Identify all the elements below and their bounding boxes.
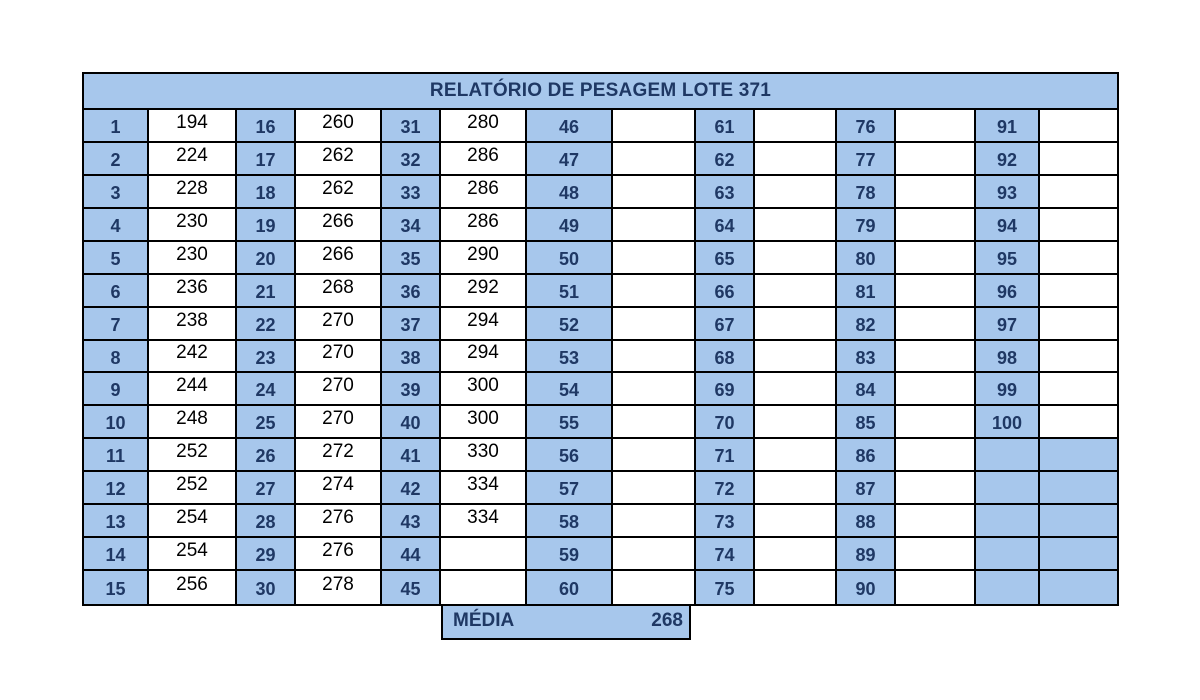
animal-number-cell: 80: [837, 242, 896, 275]
weight-value-cell: 194: [149, 110, 237, 143]
animal-number-cell: 39: [382, 373, 441, 406]
animal-number-cell: 78: [837, 176, 896, 209]
weight-value-cell: 276: [296, 505, 382, 538]
weight-value-cell: [896, 472, 976, 505]
weight-value-cell: [1040, 472, 1117, 505]
animal-number-cell: 74: [696, 538, 755, 571]
weight-value-cell: 252: [149, 472, 237, 505]
weight-value-cell: [755, 242, 837, 275]
animal-number-cell: 90: [837, 571, 896, 604]
weight-value-cell: 270: [296, 406, 382, 439]
weight-value-cell: 254: [149, 538, 237, 571]
weight-value-cell: [896, 341, 976, 373]
animal-number-cell: 15: [84, 571, 149, 604]
animal-number-cell: 31: [382, 110, 441, 143]
animal-number-cell: 46: [527, 110, 613, 143]
weight-value-cell: [613, 341, 696, 373]
weight-value-cell: 254: [149, 505, 237, 538]
weight-value-cell: [613, 505, 696, 538]
weight-value-cell: [896, 505, 976, 538]
animal-number-cell: 100: [976, 406, 1040, 439]
weight-value-cell: [896, 538, 976, 571]
weight-value-cell: [896, 110, 976, 143]
animal-number-cell: 72: [696, 472, 755, 505]
weight-value-cell: 280: [441, 110, 527, 143]
animal-number-cell: 25: [237, 406, 296, 439]
weight-value-cell: [613, 308, 696, 341]
animal-number-cell: 52: [527, 308, 613, 341]
weight-value-cell: 262: [296, 143, 382, 176]
weight-value-cell: [896, 209, 976, 242]
animal-number-cell: 55: [527, 406, 613, 439]
weight-value-cell: [1040, 373, 1117, 406]
weight-value-cell: [755, 341, 837, 373]
report-title: RELATÓRIO DE PESAGEM LOTE 371: [84, 74, 1117, 110]
weight-value-cell: [1040, 538, 1117, 571]
weight-value-cell: [755, 472, 837, 505]
animal-number-cell: 50: [527, 242, 613, 275]
weight-value-cell: 230: [149, 209, 237, 242]
weight-value-cell: [1040, 439, 1117, 472]
animal-number-cell: 65: [696, 242, 755, 275]
weight-value-cell: 294: [441, 341, 527, 373]
animal-number-cell: 98: [976, 341, 1040, 373]
weight-value-cell: [896, 373, 976, 406]
animal-number-cell: 38: [382, 341, 441, 373]
animal-number-cell: 59: [527, 538, 613, 571]
weight-value-cell: [755, 538, 837, 571]
weight-value-cell: [613, 110, 696, 143]
weight-value-cell: 270: [296, 373, 382, 406]
weight-value-cell: [755, 406, 837, 439]
animal-number-cell: 37: [382, 308, 441, 341]
weight-value-cell: [755, 373, 837, 406]
animal-number-cell: 28: [237, 505, 296, 538]
animal-number-cell: 40: [382, 406, 441, 439]
animal-number-cell: 51: [527, 275, 613, 308]
animal-number-cell: 5: [84, 242, 149, 275]
weight-value-cell: [1040, 143, 1117, 176]
animal-number-cell: 9: [84, 373, 149, 406]
weight-value-cell: 334: [441, 505, 527, 538]
animal-number-cell: 86: [837, 439, 896, 472]
weight-value-cell: [896, 406, 976, 439]
animal-number-cell: 85: [837, 406, 896, 439]
weight-value-cell: [1040, 505, 1117, 538]
weight-value-cell: 266: [296, 242, 382, 275]
animal-number-cell: 95: [976, 242, 1040, 275]
animal-number-cell: 48: [527, 176, 613, 209]
animal-number-cell: 27: [237, 472, 296, 505]
animal-number-cell: 68: [696, 341, 755, 373]
animal-number-cell: 43: [382, 505, 441, 538]
weight-value-cell: [613, 242, 696, 275]
animal-number-cell: 19: [237, 209, 296, 242]
weight-value-cell: [613, 209, 696, 242]
average-label: MÉDIA: [453, 610, 515, 631]
animal-number-cell: 44: [382, 538, 441, 571]
weight-value-cell: 334: [441, 472, 527, 505]
animal-number-cell: 34: [382, 209, 441, 242]
animal-number-cell: 56: [527, 439, 613, 472]
weight-value-cell: 270: [296, 308, 382, 341]
weight-value-cell: 300: [441, 373, 527, 406]
animal-number-cell: 99: [976, 373, 1040, 406]
weight-value-cell: [613, 571, 696, 604]
weight-value-cell: [441, 571, 527, 604]
animal-number-cell: 81: [837, 275, 896, 308]
animal-number-cell: 10: [84, 406, 149, 439]
animal-number-cell: 91: [976, 110, 1040, 143]
animal-number-cell: 77: [837, 143, 896, 176]
animal-number-cell: 84: [837, 373, 896, 406]
weight-value-cell: [1040, 176, 1117, 209]
animal-number-cell: 70: [696, 406, 755, 439]
weight-value-cell: [755, 308, 837, 341]
weight-value-cell: [755, 505, 837, 538]
animal-number-cell: 61: [696, 110, 755, 143]
weight-value-cell: [613, 406, 696, 439]
animal-number-cell: 24: [237, 373, 296, 406]
weight-value-cell: [896, 242, 976, 275]
weight-value-cell: [1040, 406, 1117, 439]
animal-number-cell: 83: [837, 341, 896, 373]
weight-value-cell: [896, 571, 976, 604]
weight-value-cell: 278: [296, 571, 382, 604]
animal-number-cell: 58: [527, 505, 613, 538]
animal-number-cell: 76: [837, 110, 896, 143]
animal-number-cell: 93: [976, 176, 1040, 209]
weight-value-cell: 268: [296, 275, 382, 308]
weight-value-cell: [1040, 110, 1117, 143]
animal-number-cell: [976, 538, 1040, 571]
weight-value-cell: [755, 571, 837, 604]
animal-number-cell: 30: [237, 571, 296, 604]
weight-value-cell: 286: [441, 209, 527, 242]
animal-number-cell: 41: [382, 439, 441, 472]
animal-number-cell: 49: [527, 209, 613, 242]
animal-number-cell: 3: [84, 176, 149, 209]
animal-number-cell: 60: [527, 571, 613, 604]
weight-value-cell: 236: [149, 275, 237, 308]
animal-number-cell: 63: [696, 176, 755, 209]
animal-number-cell: 92: [976, 143, 1040, 176]
weight-value-cell: 248: [149, 406, 237, 439]
weight-value-cell: 270: [296, 341, 382, 373]
weight-value-cell: [1040, 308, 1117, 341]
animal-number-cell: 21: [237, 275, 296, 308]
weight-value-cell: [441, 538, 527, 571]
weight-value-cell: 330: [441, 439, 527, 472]
weight-value-cell: [613, 472, 696, 505]
animal-number-cell: [976, 472, 1040, 505]
animal-number-cell: 33: [382, 176, 441, 209]
animal-number-cell: 1: [84, 110, 149, 143]
animal-number-cell: 69: [696, 373, 755, 406]
animal-number-cell: 88: [837, 505, 896, 538]
animal-number-cell: 23: [237, 341, 296, 373]
animal-number-cell: 2: [84, 143, 149, 176]
weight-value-cell: [896, 143, 976, 176]
weight-value-cell: 286: [441, 176, 527, 209]
weighing-grid: [84, 110, 1117, 604]
weight-value-cell: 286: [441, 143, 527, 176]
weight-value-cell: [613, 143, 696, 176]
weight-value-cell: [755, 176, 837, 209]
animal-number-cell: 17: [237, 143, 296, 176]
weight-value-cell: [755, 209, 837, 242]
animal-number-cell: 18: [237, 176, 296, 209]
weight-value-cell: [1040, 571, 1117, 604]
animal-number-cell: 20: [237, 242, 296, 275]
weight-value-cell: 292: [441, 275, 527, 308]
animal-number-cell: 87: [837, 472, 896, 505]
animal-number-cell: 82: [837, 308, 896, 341]
weight-value-cell: 266: [296, 209, 382, 242]
animal-number-cell: 29: [237, 538, 296, 571]
weight-value-cell: [1040, 341, 1117, 373]
weight-value-cell: 290: [441, 242, 527, 275]
animal-number-cell: 67: [696, 308, 755, 341]
animal-number-cell: 6: [84, 275, 149, 308]
animal-number-cell: 47: [527, 143, 613, 176]
weight-value-cell: [613, 176, 696, 209]
animal-number-cell: 13: [84, 505, 149, 538]
weight-value-cell: [896, 275, 976, 308]
animal-number-cell: 96: [976, 275, 1040, 308]
weight-value-cell: 274: [296, 472, 382, 505]
weight-value-cell: 256: [149, 571, 237, 604]
weight-value-cell: [613, 373, 696, 406]
weight-value-cell: 224: [149, 143, 237, 176]
animal-number-cell: 62: [696, 143, 755, 176]
animal-number-cell: 32: [382, 143, 441, 176]
weight-value-cell: [755, 275, 837, 308]
animal-number-cell: 89: [837, 538, 896, 571]
weight-value-cell: 276: [296, 538, 382, 571]
animal-number-cell: 97: [976, 308, 1040, 341]
average-value: 268: [651, 610, 683, 631]
weighing-report-table: [82, 72, 1119, 606]
animal-number-cell: 7: [84, 308, 149, 341]
animal-number-cell: 26: [237, 439, 296, 472]
animal-number-cell: 73: [696, 505, 755, 538]
weight-value-cell: [755, 143, 837, 176]
weight-value-cell: [613, 538, 696, 571]
animal-number-cell: 4: [84, 209, 149, 242]
animal-number-cell: 11: [84, 439, 149, 472]
average-summary-box: [441, 604, 691, 640]
animal-number-cell: 64: [696, 209, 755, 242]
animal-number-cell: [976, 505, 1040, 538]
weight-value-cell: 242: [149, 341, 237, 373]
weight-value-cell: [1040, 275, 1117, 308]
animal-number-cell: 71: [696, 439, 755, 472]
weight-value-cell: [896, 439, 976, 472]
animal-number-cell: 12: [84, 472, 149, 505]
weight-value-cell: 294: [441, 308, 527, 341]
animal-number-cell: 22: [237, 308, 296, 341]
animal-number-cell: 75: [696, 571, 755, 604]
weight-value-cell: 300: [441, 406, 527, 439]
animal-number-cell: 54: [527, 373, 613, 406]
animal-number-cell: 8: [84, 341, 149, 373]
animal-number-cell: 14: [84, 538, 149, 571]
weight-value-cell: [755, 439, 837, 472]
animal-number-cell: 53: [527, 341, 613, 373]
weight-value-cell: [613, 439, 696, 472]
weight-value-cell: 262: [296, 176, 382, 209]
weight-value-cell: [1040, 242, 1117, 275]
animal-number-cell: 16: [237, 110, 296, 143]
animal-number-cell: [976, 571, 1040, 604]
weight-value-cell: [896, 308, 976, 341]
weight-value-cell: [896, 176, 976, 209]
animal-number-cell: 42: [382, 472, 441, 505]
weight-value-cell: 244: [149, 373, 237, 406]
animal-number-cell: 79: [837, 209, 896, 242]
weight-value-cell: 238: [149, 308, 237, 341]
animal-number-cell: 35: [382, 242, 441, 275]
animal-number-cell: 94: [976, 209, 1040, 242]
animal-number-cell: 36: [382, 275, 441, 308]
animal-number-cell: [976, 439, 1040, 472]
weight-value-cell: 228: [149, 176, 237, 209]
weight-value-cell: 252: [149, 439, 237, 472]
weight-value-cell: 230: [149, 242, 237, 275]
weight-value-cell: [1040, 209, 1117, 242]
weight-value-cell: 260: [296, 110, 382, 143]
weight-value-cell: [613, 275, 696, 308]
animal-number-cell: 45: [382, 571, 441, 604]
weight-value-cell: 272: [296, 439, 382, 472]
animal-number-cell: 57: [527, 472, 613, 505]
weight-value-cell: [755, 110, 837, 143]
animal-number-cell: 66: [696, 275, 755, 308]
